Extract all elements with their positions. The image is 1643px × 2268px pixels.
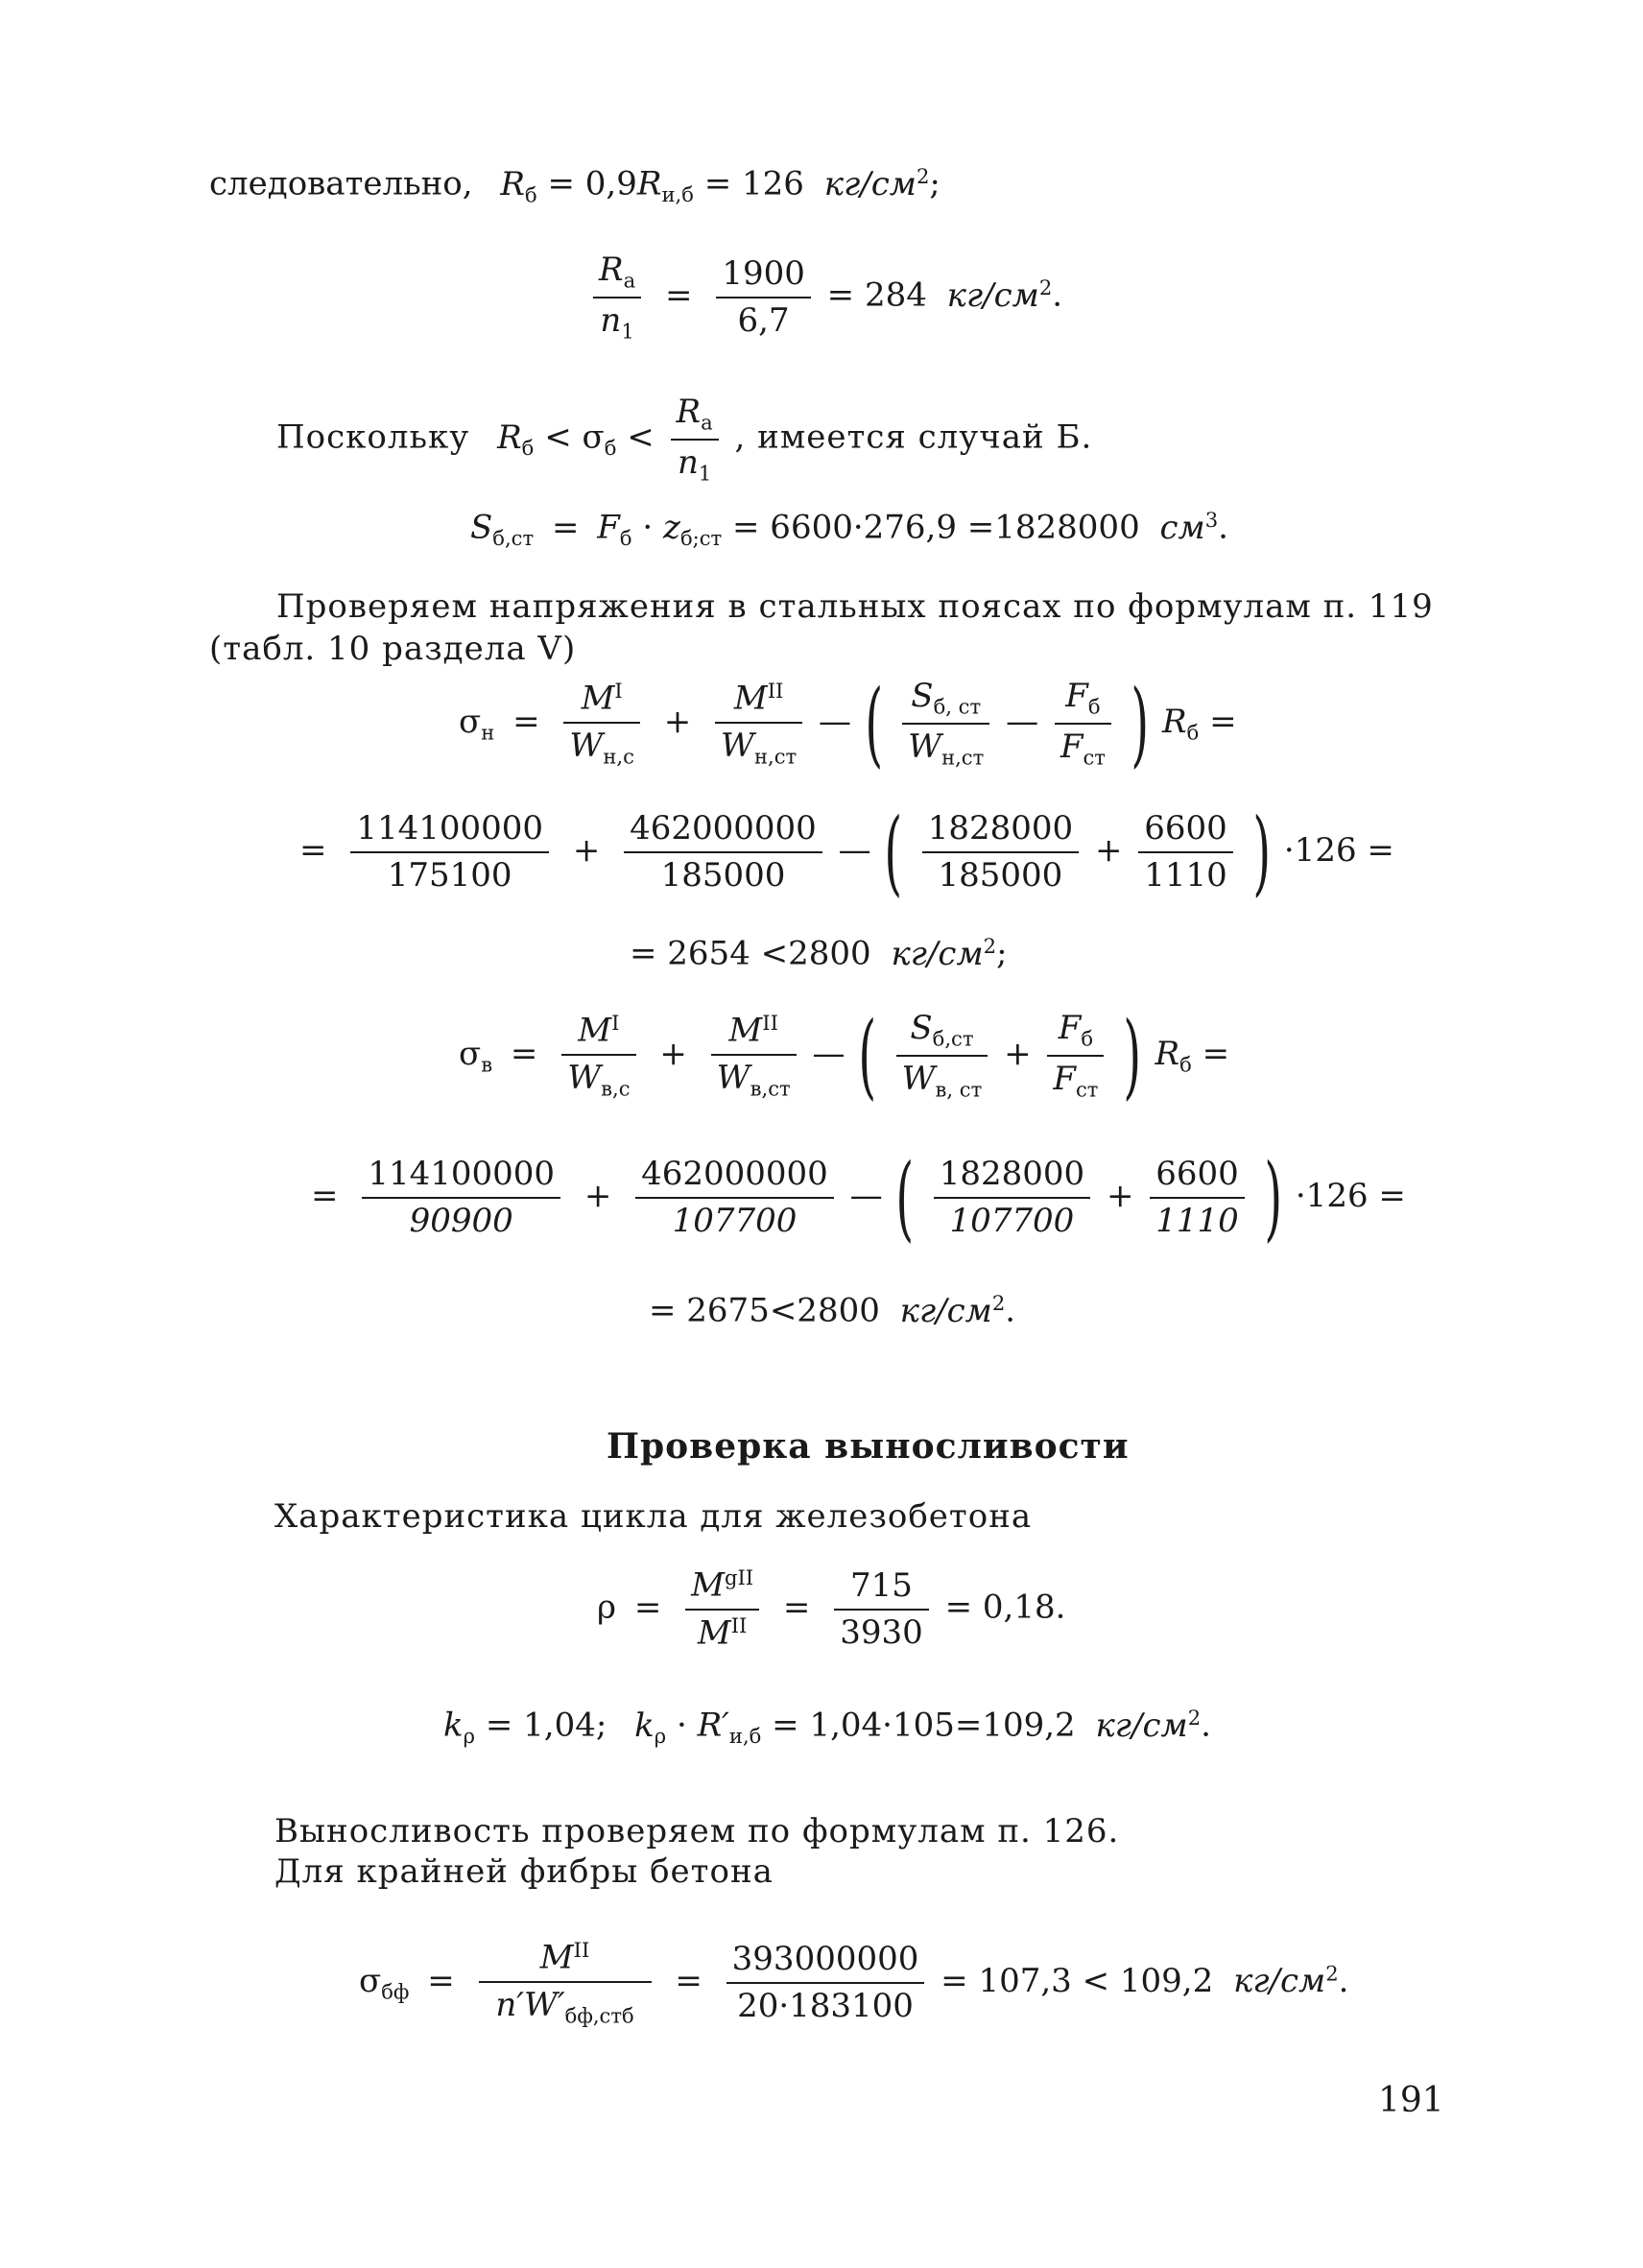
fraction: $\frac{1900}{6,7}$ [716, 255, 811, 340]
result-sigma-n: = 2654 <2800 $кг/см^2$; [630, 934, 1008, 973]
paragraph-endurance-1: Выносливость проверяем по формулам п. 126. [274, 1812, 1120, 1850]
lead-text: следовательно, [209, 164, 473, 203]
paragraph-endurance-2: Для крайней фибры бетона [274, 1852, 774, 1891]
result-sigma-v: = 2675<2800 $кг/см^2$. [649, 1291, 1016, 1330]
formula-sigma-v-numeric: = $\frac{114100000}{90900}$ + $\frac{462000000}{107700}$ — ( $\frac{1828000}{107700}$ + $\frac{6600}{1110}$ ) ·126 = [311, 1144, 1406, 1252]
line-since: Поскольку $R_б < \sigma_б$ < $\frac{R_a}{n_1}$ , имеется случай Б. [276, 393, 1093, 485]
line-k-rho: $k_\rho = 1,04$; $k_\rho \cdot R'_{и,б} = 1,04\cdot 105=109,2$ $кг/см^2$. [443, 1706, 1211, 1748]
formula-sigma-n: $\sigma_н$ = $\frac{M^I}{W_{н,с}}$ + $\frac{M^{II}}{W_{н,ст}}$ — ( $\frac{S_{б, ст}}{W_{н,ст}}$ — $\frac{F_б}{F_{ст}}$ ) $R_б$ = [459, 670, 1237, 777]
page-number: 191 [1378, 2081, 1444, 2120]
line-s-b-st: $S_{б,ст} = F_б \cdot z_{б;ст} = 6600\cdot 276,9 =1828000$ $см^3$. [470, 508, 1228, 550]
formula-rho: ρ = $\frac{M^{gII}}{M^{II}}$ = $\frac{715}{3930}$ = 0,18. [597, 1565, 1066, 1653]
section-heading: Проверка выносливости [607, 1426, 1130, 1467]
paragraph-check: Проверяем напряжения в стальных поясах по формулам п. 119 (табл. 10 раздела V) [209, 587, 1434, 669]
formula-sigma-n-numeric: = $\frac{114100000}{175100}$ + $\frac{462000000}{185000}$ — ( $\frac{1828000}{185000}$ + $\frac{6600}{1110}$ ) ·126 = [299, 799, 1394, 906]
ratio-ra-n1: $\frac{R_a}{n_1}$ = $\frac{1900}{6,7}$ = 284 $кг/см^2$. [587, 251, 1062, 343]
paragraph-cycle: Характеристика цикла для железобетона [274, 1497, 1033, 1536]
line-therefore: следовательно, $R_б = 0,9R_{и,б} = 126$ $кг/см^2$; [209, 164, 941, 206]
fraction: $\frac{R_a}{n_1}$ [671, 394, 719, 485]
formula-sigma-v: $\sigma_в$ = $\frac{M^I}{W_{в,с}}$ + $\frac{M^{II}}{W_{в,ст}}$ — ( $\frac{S_{б,ст}}{W_{в, ст}}$ + $\frac{F_б}{F_{ст}}$ ) $R_б$ = [459, 1002, 1230, 1110]
formula-sigma-bf: $\sigma_{бф}$ = $\frac{M^{II}}{n'W'_{бф,стб}}$ = $\frac{393000000}{20\cdot 183100}$ = 107,3 < 109,2 $кг/см^2$. [359, 1938, 1349, 2028]
fraction: $\frac{R_a}{n_1}$ [593, 251, 641, 343]
